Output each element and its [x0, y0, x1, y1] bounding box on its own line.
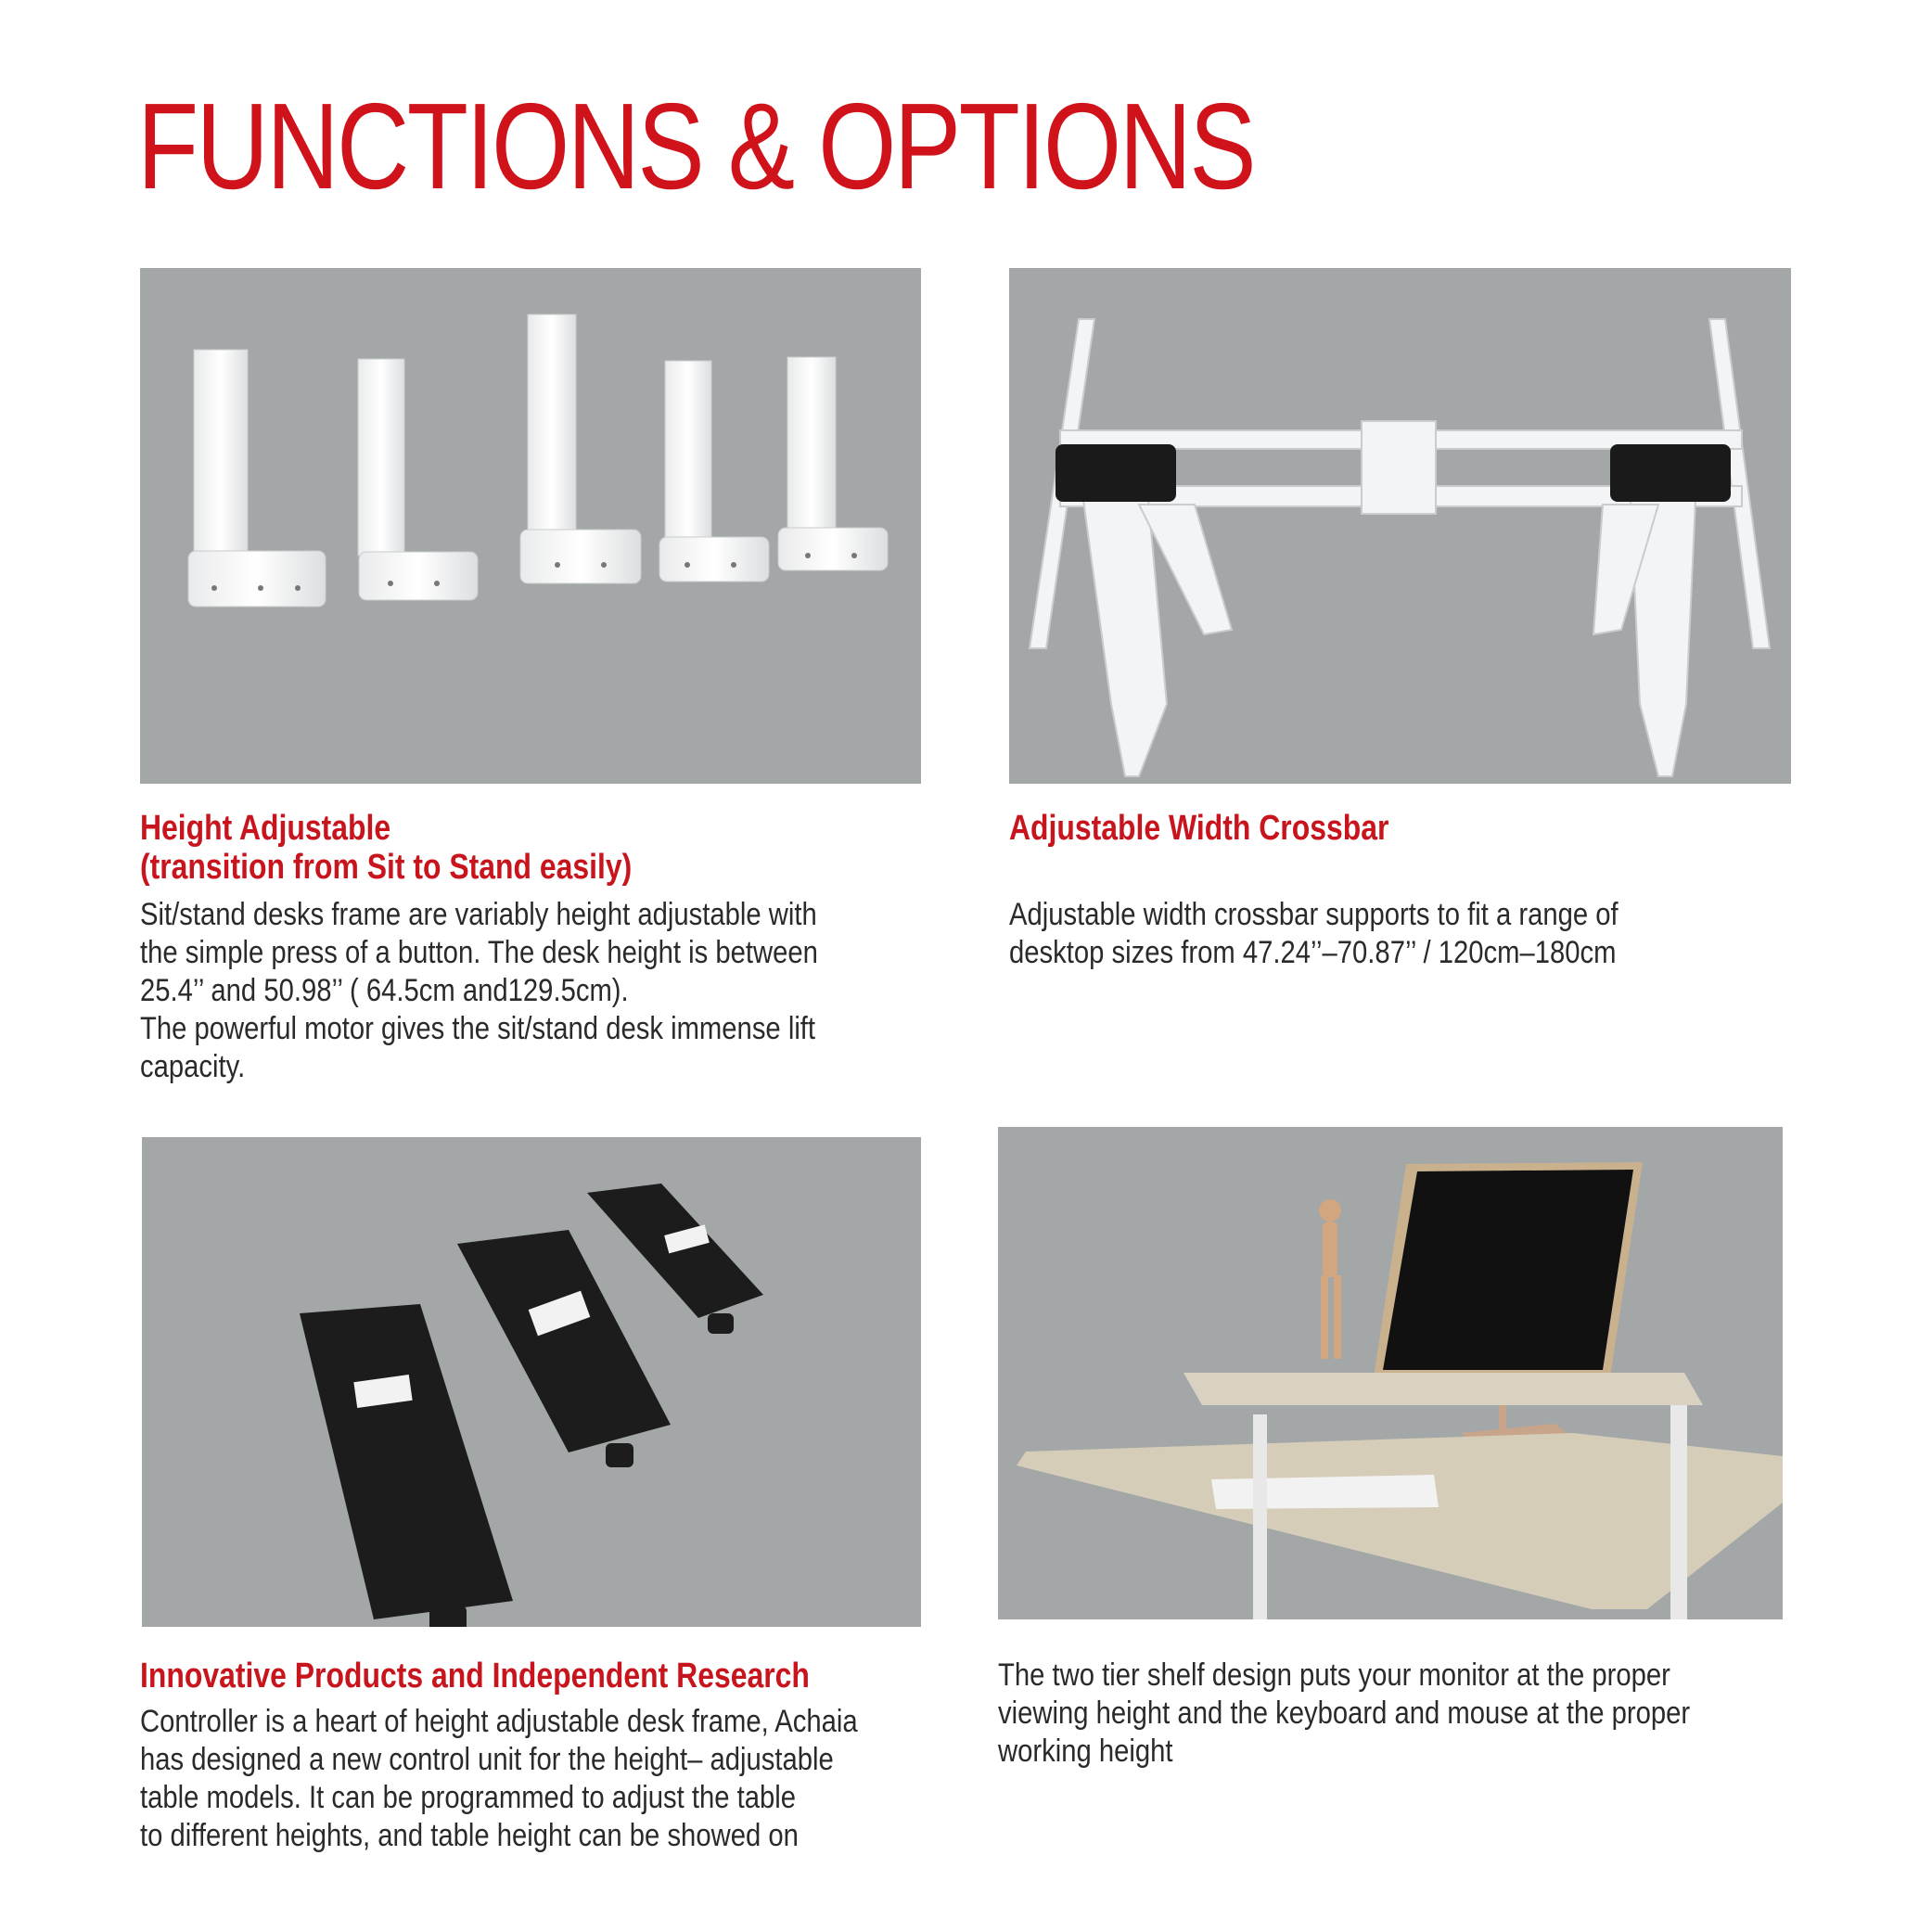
- desk-frame-crossbar-photo: [1009, 268, 1791, 784]
- body-line: 25.4’’ and 50.98’’ ( 64.5cm and129.5cm).: [140, 973, 629, 1008]
- control-boxes-photo: [142, 1137, 921, 1627]
- body-line: working height: [998, 1734, 1173, 1769]
- heading-line: Height Adjustable: [140, 809, 391, 848]
- section-heading: [140, 809, 632, 887]
- heading-line: Innovative Products and Independent Research: [140, 1657, 810, 1695]
- body-line: capacity.: [140, 1049, 246, 1084]
- body-line: the simple press of a button. The desk height is between: [140, 935, 818, 970]
- section-body: [140, 896, 928, 1086]
- section-body: [140, 1703, 975, 1855]
- lifting-columns-photo: [140, 268, 921, 784]
- body-line: to different heights, and table height can be showed on: [140, 1818, 799, 1853]
- section-body: [998, 1657, 1803, 1771]
- body-line: desktop sizes from 47.24’’–70.87’’ / 120cm–180cm: [1009, 935, 1617, 970]
- heading-line: (transition from Sit to Stand easily): [140, 848, 633, 887]
- two-tier-desk-photo: [998, 1127, 1783, 1619]
- body-line: The two tier shelf design puts your monitor at the proper: [998, 1657, 1670, 1693]
- body-line: Sit/stand desks frame are variably height adjustable with: [140, 897, 817, 932]
- heading-line: Adjustable Width Crossbar: [1009, 809, 1389, 848]
- body-line: Controller is a heart of height adjustable desk frame, Achaia: [140, 1704, 858, 1739]
- body-line: The powerful motor gives the sit/stand desk immense lift: [140, 1011, 816, 1046]
- body-line: Adjustable width crossbar supports to fit a range of: [1009, 897, 1619, 932]
- page-title: FUNCTIONS & OPTIONS: [137, 78, 1255, 214]
- body-line: table models. It can be programmed to adjust the table: [140, 1780, 797, 1815]
- body-line: viewing height and the keyboard and mouse at the proper: [998, 1695, 1691, 1731]
- section-heading: [140, 1657, 810, 1695]
- body-line: has designed a new control unit for the height– adjustable: [140, 1742, 834, 1777]
- section-body: [1009, 896, 1718, 972]
- section-heading: [1009, 809, 1388, 848]
